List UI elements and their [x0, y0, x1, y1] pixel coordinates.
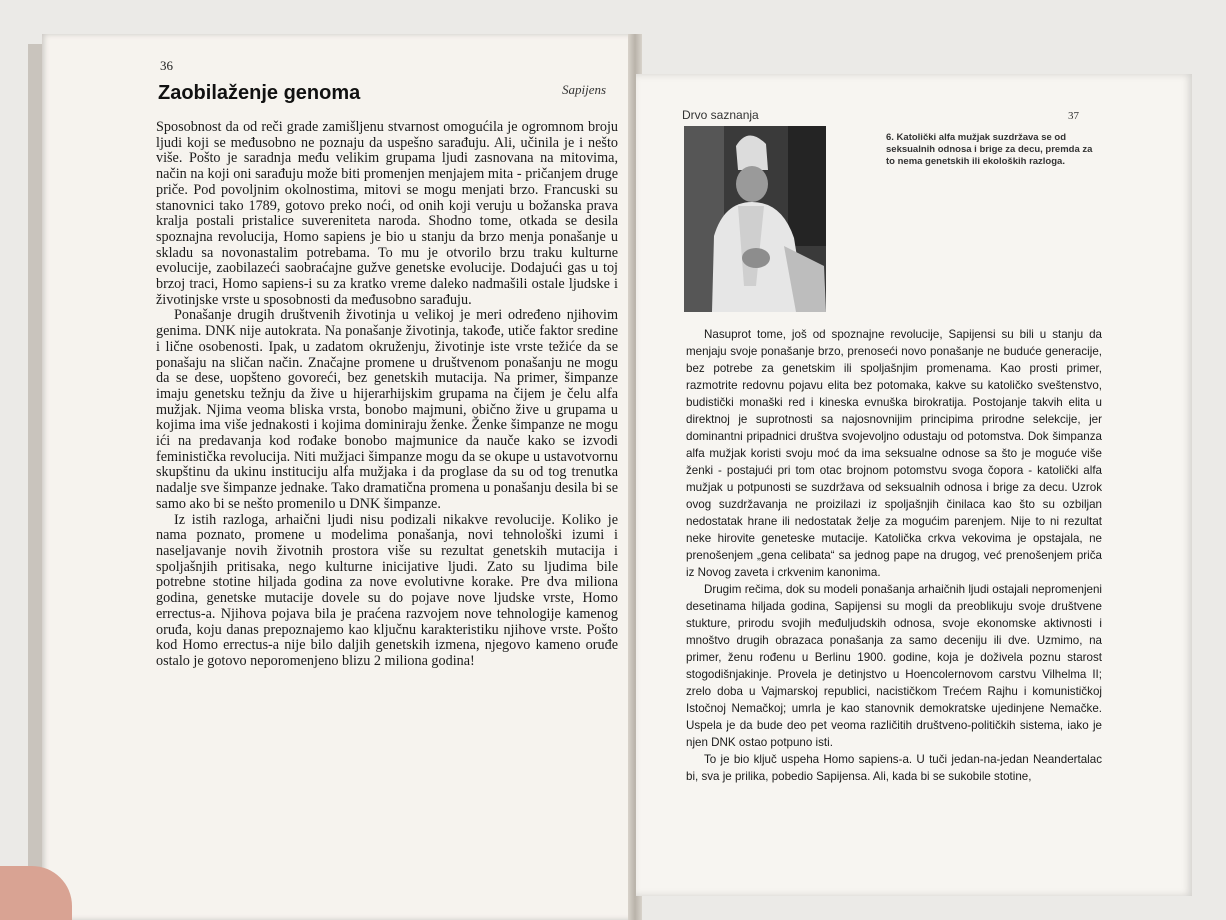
paragraph: Sposobnost da od reči grade zamišljenu stvarnost omogućila je ogromnom broju ljudi koji se međusobno ne poznaju da uspešno sarađuju. Ali, učinila je i nešto više. Pošto je saradnja među velikim grupama ljudi zasnovana na mitovima, način na koji oni sarađuju može biti promenjen menjajem mita - pričanjem druge priče. Pod povoljnim okolnostima, mitovi se mogu menjati brzo. Francuski su stanovnici tako 1789, gotovo preko noći, od onih koji veruju u božanska prava kralja postali pristalice suvereniteta naroda. Shodno tome, otkada se desila spoznajna revolucija, Homo sapiens je bio u stanju da brzo menja ponašanje u skladu sa novonastalim potrebama. To mu je otvorilo brzu traku kulturne evolucije, zaobilazeći saobraćajne gužve genetske evolucije. Dodajući gas u toj brzoj traci, Homo sapiens-i su za kratko vreme daleko nadmašili ostale ljudske i životinjske vrste u sposobnosti da međusobno sarađuju. — [156, 119, 618, 308]
running-header-right: Drvo saznanja — [682, 108, 759, 122]
pope-photo — [684, 126, 826, 312]
right-page — [636, 74, 1192, 896]
right-body-text — [686, 326, 1102, 785]
paragraph: Ponašanje drugih društvenih životinja u velikoj je meri određeno njihovim genima. DNK nije autokrata. Na ponašanje životinja, takođe, utiče faktor sredine i lične osobenosti. Ipak, u zadatom okruženju, životinje iste vrste težiće da se ponašaju na sličan način. Značajne promene u društvenom ponašanju ne mogu da se dese, uopšteno govoreći, bez genetskih mutacija. Na primer, šimpanze imaju genetsku težnju da žive u hijerarhijskim grupama na čijem je čelu alfa mužjak. Njima veoma bliska vrsta, bonobo majmuni, obično žive u grupama u kojima ima više jednakosti i kojima dominiraju ženke. Ženke šimpanze ne mogu ići na predavanja kod rođake bonobo majmunice da nauče kako se izvodi feministička revolucija. Niti mužjaci šimpanze mogu da se okupe u ustavotvornu skupštinu da ukinu instituciju alfa mužjaka i da proglase da su od tog trenutka nadalje sve šimpanze jednake. Tako dramatična promena u ponašanju desila bi se samo ako bi se nešto promenilo u DNK šimpanze. — [156, 307, 618, 512]
left-page — [42, 34, 638, 920]
paragraph: Nasuprot tome, još od spoznajne revolucije, Sapijensi su bili u stanju da menjaju svoje ponašanje brzo, prenoseći novo ponašanje ne buduće generacije, bez potrebe za genetskim ili spoljašnjim promenama. Kao prosti primer, razmotrite redovnu pojavu elita bez potomaka, kakve su katoličko sveštenstvo, budistički monaški red i kineska evnuška birokratija. Postojanje takvih elita u direktnoj je suprotnosti sa najosnovnijim principima prirodne selekcije, jer dominantni pripadnici društva svojevoljno odustaju od potomstva. Dok šimpanza alfa mužjak koristi svoju moć da ima seksualne odnose sa što je moguće više ženki - postajući pri tom otac brojnom potomstvu svoga čopora - katolički alfa mužjak u potpunosti se suzdržava od seksualnih odnosa i brige za decu. Uzrok ovog suzdržavanja ne proizilazi iz spoljašnjih činilaca kao što su ozbiljan nedostatak hrane ili nedostatak želje za mogućim parenjem. Nije to ni rezultat neke hirovite geneteske mutacije. Katolička crkva vekovima je opstajala, ne prenošenjem „gena celibata“ sa jednog pape na drugog, već prenošenjem priča iz Novog zaveta i crkvenim kanonima. — [686, 328, 1102, 579]
page-number-right: 37 — [1068, 110, 1079, 122]
paragraph: To je bio ključ uspeha Homo sapiens-a. U tuči jedan-na-jedan Neandertalac bi, sva je prilika, pobedio Sapijensa. Ali, kada bi se sukobile stotine, — [686, 753, 1102, 783]
running-header-left: Sapijens — [562, 82, 607, 97]
page-number-left: 36 — [160, 58, 173, 73]
paragraph: Drugim rečima, dok su modeli ponašanja arhaičnih ljudi ostajali nepromenjeni desetinama hiljada godina, Sapijensi su mogli da preoblikuju svoje društvene stukture, prirodu svojih međuljudskih odnosa, svoje ekonomske aktivnosti i mnoštvo drugih obrazaca ponašanja za samo deceniju ili dve. Uzmimo, na primer, ženu rođenu u Berlinu 1900. godine, koja je doživela poznu starost stogodišnjakinje. Provela je detinjstvo u Hoencolernovom carstvu Vilhelma II; zrelo doba u Vajmarskoj republici, nacističkom Trećem Rajhu i komunističkoj Istočnoj Nemačkoj; umrla je kao stanovnik demokratske ujedinjene Nemačke. Uspela je da bude deo pet veoma različitih društveno-političkih sistema, iako je njen DNK ostao potpuno isti. — [686, 583, 1102, 749]
paragraph: Iz istih razloga, arhaični ljudi nisu podizali nikakve revolucije. Koliko je nama poznato, promene u modelima ponašanja, novi tehnološki izumi i naseljavanje novih životnih prostora više su rezultat genetskih mutacija i spoljašnjih pritisaka, nego kulturne inicijative ljudi. Zato su ljudima bile potrebne stotine hiljada godina za nove evolutivne korake. Pre dva miliona godina, genetske mutacije dovele su do pojave nove ljudske vrste, Homo errectus-a. Njihova pojava bila je praćena razvojem nove tehnologije kamenog oruđa, koju danas prepoznajemo kao ključnu karakteristiku njihove vrste. Pošto kod Homo errectus-a nije bilo daljih genetskih izmena, njegovo kameno oruđe ostalo je gotovo neporomenjeno blizu 2 miliona godina! — [156, 511, 618, 669]
chapter-title: Zaobilaženje genoma — [158, 82, 361, 104]
photo-caption: 6. Katolički alfa mužjak suzdržava se od seksualnih odnosa i brige za decu, premda za to nema genetskih ili ekoloških razloga. — [886, 132, 1093, 167]
photo-illustration — [684, 126, 826, 312]
left-body-text — [156, 120, 618, 670]
